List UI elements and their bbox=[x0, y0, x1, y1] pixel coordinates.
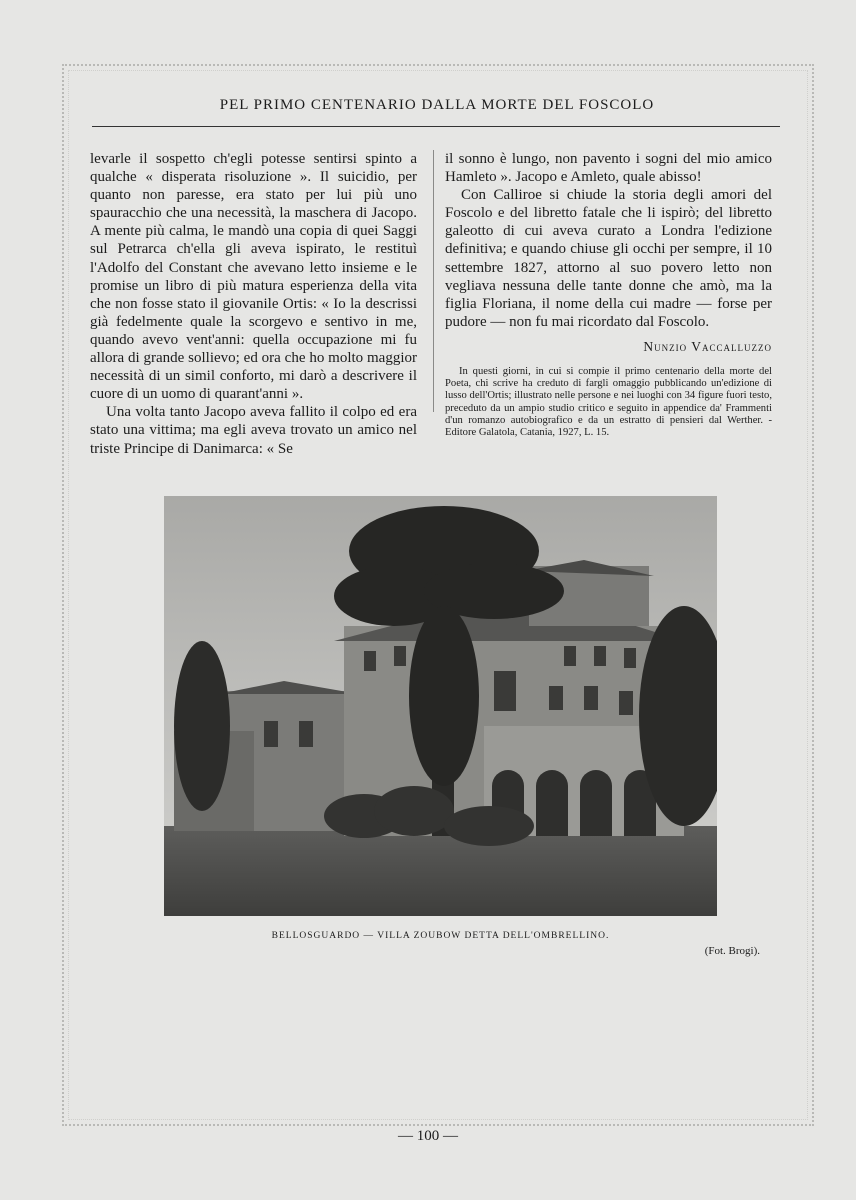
photo-credit: (Fot. Brogi). bbox=[704, 945, 760, 957]
villa-photograph bbox=[164, 496, 717, 916]
paragraph: Una volta tanto Jacopo aveva fallito il colpo ed era stato una vittima; ma egli aveva trovato un amico nel triste Principe di Danimarca: « Se bbox=[90, 404, 417, 457]
villa-photo-illustration bbox=[164, 496, 717, 916]
header-rule bbox=[92, 126, 780, 127]
paragraph: Con Calliroe si chiude la storia degli amori del Foscolo e del libretto fatale che li ispirò; del libretto galeotto di cui aveva curato a Londra l'edizione definitiva; e quando chiuse gli occhi per sempre, il 10 settembre 1827, attorno al suo povero letto non vegliava nessuna delle tante donne che amò, ma la figlia Floriana, il nome della cui madre — forse per pudore — non fu mai ricordato dal Foscolo. bbox=[445, 187, 772, 330]
running-title: PEL PRIMO CENTENARIO DALLA MORTE DEL FOSCOLO bbox=[219, 97, 655, 113]
paragraph: levarle il sospetto ch'egli potesse sentirsi spinto a qualche « disperata risoluzione ». Il suicidio, per quanto non paresse, era stato per lui più uno spauracchio che una necessità, la maschera di Jacopo. A mente più calma, le mandò una copia di quei Saggi sul Petrarca ch'ella gli aveva ispirato, le restituì l'Adolfo del Constant che avevano letto insieme e le promise un libro di più matura esperienza della vita che non fosse stato il giovanile Ortis: « Io la descrissi già fedelmente quale la scorgevo e sentivo in me, quando avevo vent'anni: quella occupazione mi fu allora di grande sollievo; ed ora che ho molto maggior necessità di un simil conforto, mi darò a descrivere il cuore di un uomo di quarant'anni ». bbox=[90, 151, 417, 403]
photo-caption: BELLOSGUARDO — VILLA ZOUBOW DETTA DELL'OMBRELLINO. bbox=[271, 931, 610, 941]
left-text-column bbox=[90, 150, 417, 458]
page-number: — 100 — bbox=[398, 1128, 458, 1144]
column-divider bbox=[433, 150, 434, 412]
author-signature: Nunzio Vaccalluzzo bbox=[643, 338, 772, 354]
right-text-column bbox=[445, 150, 772, 439]
paragraph: il sonno è lungo, non pavento i sogni del mio amico Hamleto ». Jacopo e Amleto, quale abisso! bbox=[445, 151, 772, 186]
footnote: In questi giorni, in cui si compie il primo centenario della morte del Poeta, chi scrive ha creduto di fargli omaggio pubblicando un'edizione di lusso dell'Ortis; illustrato nelle persone e nei luoghi con 34 figure fuori testo, preceduto da un ampio studio critico e seguito in appendice da' Frammenti d'un romanzo autobiografico e da un estratto di pensieri dal Werther. - Editore Galatola, Catania, 1927, L. 15. bbox=[445, 366, 772, 439]
